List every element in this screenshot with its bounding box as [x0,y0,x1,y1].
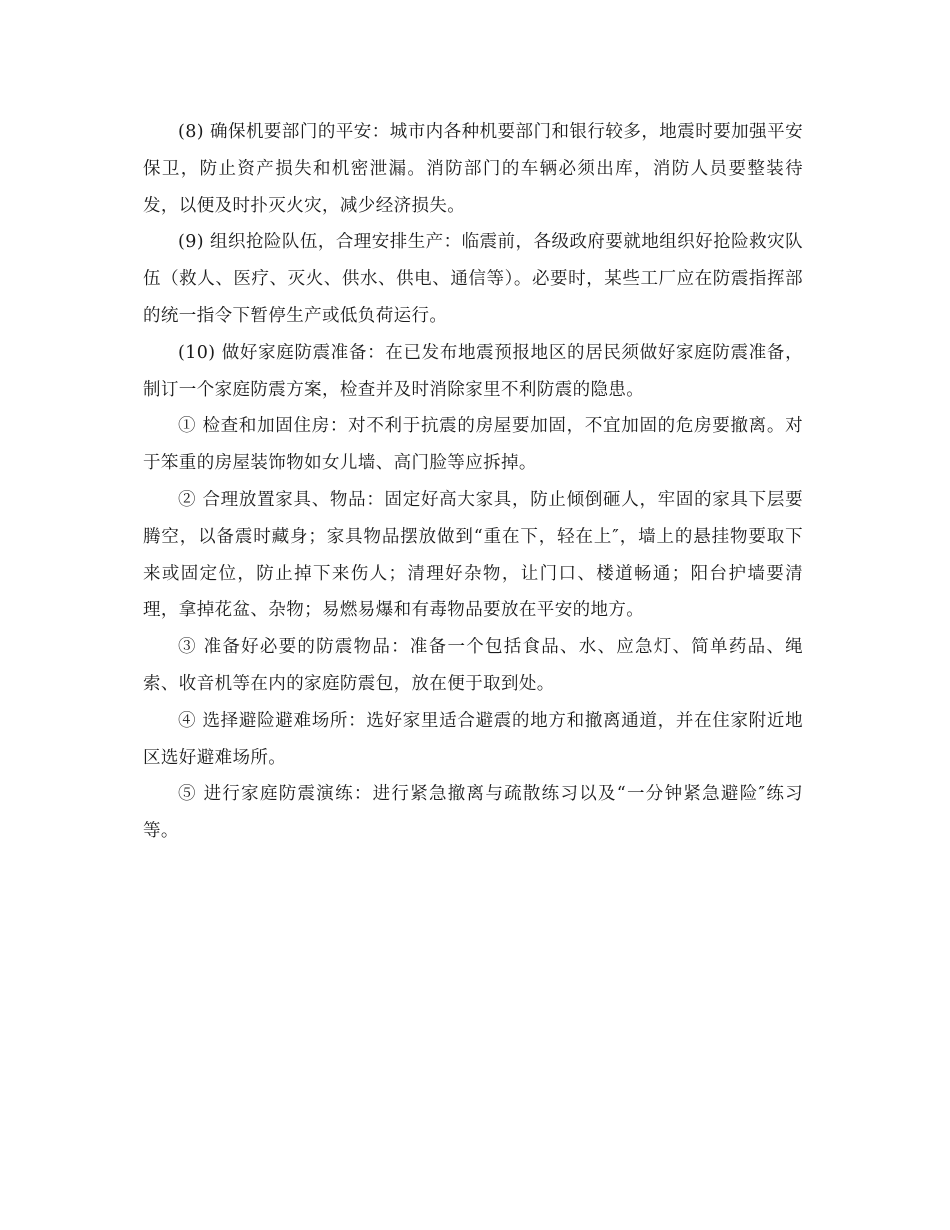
paragraph-shelter-selection: ④ 选择避险避难场所：选好家里适合避震的地方和撤离通道，并在住家附近地区选好避难场所。 [143,710,803,768]
document-body [143,114,803,850]
paragraph-secure-key-departments: (8) 确保机要部门的平安：城市内各种机要部门和银行较多，地震时要加强平安保卫，防止资产损失和机密泄漏。消防部门的车辆必须出库，消防人员要整装待发，以便及时扑灭火灾，减少经济损失。 [143,122,803,216]
paragraph-rescue-teams: (9) 组织抢险队伍，合理安排生产：临震前，各级政府要就地组织好抢险救灾队伍（救人、医疗、灭火、供水、供电、通信等）。必要时，某些工厂应在防震指挥部的统一指令下暂停生产或低负荷运行。 [143,232,803,326]
paragraph-emergency-supplies: ③ 准备好必要的防震物品：准备一个包括食品、水、应急灯、简单药品、绳索、收音机等在内的家庭防震包，放在便于取到处。 [143,637,803,694]
paragraph-arrange-furniture: ② 合理放置家具、物品：固定好高大家具，防止倾倒砸人，牢固的家具下层要腾空，以备震时藏身；家具物品摆放做到“重在下，轻在上″，墙上的悬挂物要取下来或固定位，防止掉下来伤人；清理好杂物，让门口、楼道畅通；阳台护墙要清理，拿掉花盆、杂物；易燃易爆和有毒物品要放在平安的地方。 [143,489,803,621]
paragraph-family-drill: ⑤ 进行家庭防震演练：进行紧急撤离与疏散练习以及“一分钟紧急避险″练习等。 [143,784,803,842]
paragraph-reinforce-housing: ① 检查和加固住房：对不利于抗震的房屋要加固，不宜加固的危房要撤离。对于笨重的房屋装饰物如女儿墙、高门脸等应拆掉。 [143,416,803,474]
paragraph-family-preparation: (10) 做好家庭防震准备：在已发布地震预报地区的居民须做好家庭防震准备，制订一个家庭防震方案，检查并及时消除家里不利防震的隐患。 [143,342,803,400]
